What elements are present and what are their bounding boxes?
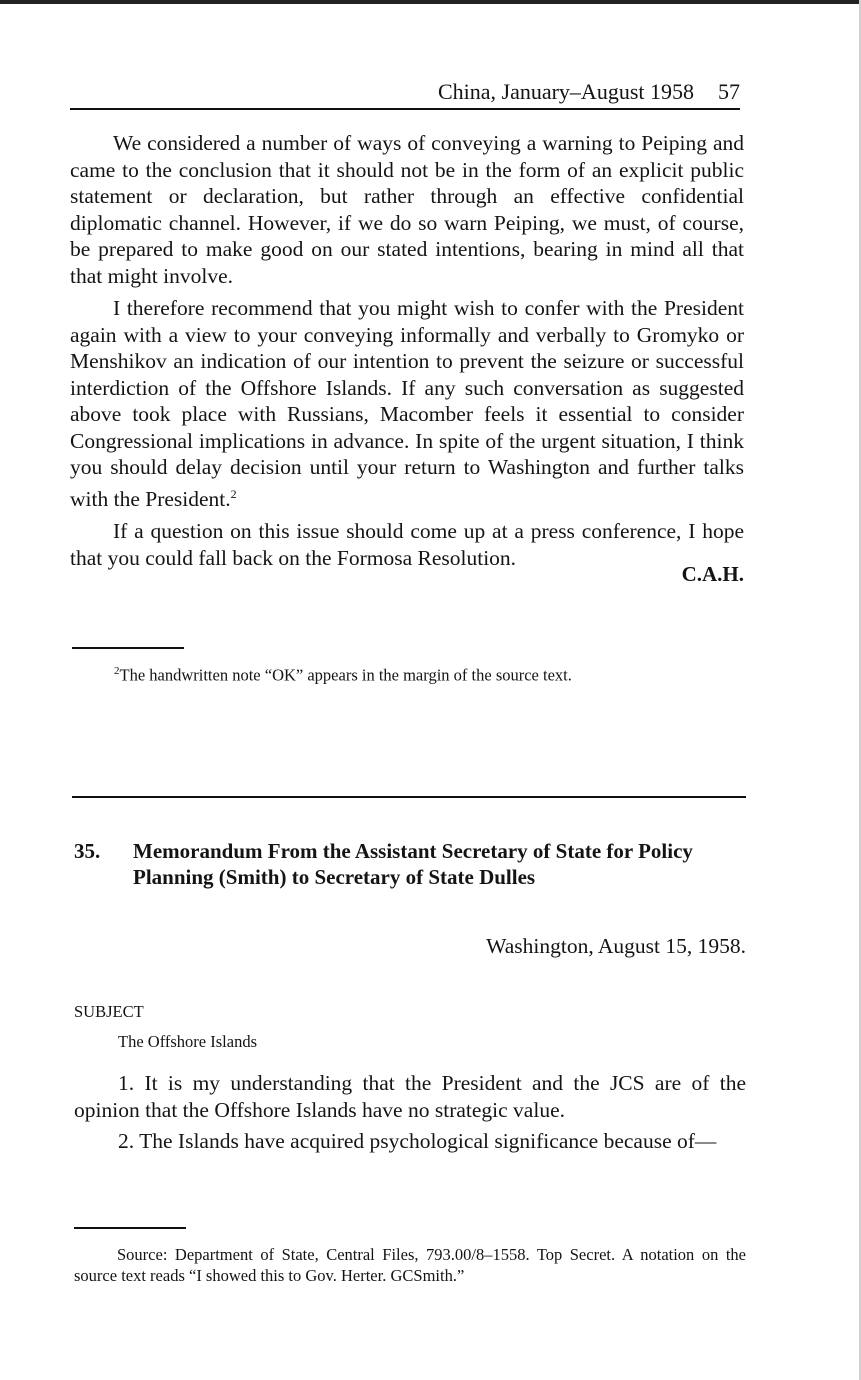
source-note: Source: Department of State, Central Files, 793.00/8–1558. Top Secret. A notation on the source text reads “I showed this to Gov. Herter. GCSmith.” <box>74 1245 746 1285</box>
document-title: Memorandum From the Assistant Secretary of State for Policy Planning (Smith) to Secretary of State Dulles <box>133 839 693 889</box>
body-paragraph-text: I therefore recommend that you might wish to confer with the President again with a view to your conveying informally and verbally to Gromyko or Menshikov an indication of our intention to prevent the seizure or successful interdiction of the Offshore Islands. If any such conversation as suggested above took place with Russians, Macomber feels it essential to consider Congressional implications in advance. In spite of the urgent situation, I think you should delay decision until your return to Washington and further talks with the President. <box>70 296 744 511</box>
footnote-reference: 2 <box>230 486 237 501</box>
page-number: 57 <box>718 79 740 104</box>
footnote <box>114 660 744 687</box>
subject-text: The Offshore Islands <box>118 1032 257 1051</box>
body-paragraph: We considered a number of ways of conveying a warning to Peiping and came to the conclusion that it should not be in the form of an explicit public statement or declaration, but rather through an effective confidential diplomatic channel. However, if we do so warn Peiping, we must, of course, be prepared to make good on our stated intentions, bearing in mind all that that might involve. <box>70 131 744 288</box>
footnote-rule <box>72 647 184 649</box>
letter-body <box>70 130 744 577</box>
subject-label: SUBJECT <box>74 1002 144 1021</box>
document-number: 35. <box>74 839 101 863</box>
dateline: Washington, August 15, 1958. <box>486 934 746 958</box>
header-rule <box>70 108 740 110</box>
body-paragraph: If a question on this issue should come up at a press conference, I hope that you could fall back on the Formosa Resolution. <box>70 519 744 570</box>
running-head-title: China, January–August 1958 <box>437 79 694 104</box>
section-divider <box>72 796 746 798</box>
memo-paragraph: 1. It is my understanding that the President and the JCS are of the opinion that the Offshore Islands have no strategic value. <box>74 1071 746 1122</box>
page-top-edge <box>0 0 861 4</box>
footnote-text: The handwritten note “OK” appears in the margin of the source text. <box>119 665 572 685</box>
footnote-marker: 2 <box>114 665 120 677</box>
body-paragraph <box>70 295 744 512</box>
memo-paragraph: 2. The Islands have acquired psychological significance because of— <box>118 1129 717 1153</box>
signature-initials: C.A.H. <box>681 562 744 586</box>
running-head <box>70 78 740 106</box>
memo-body <box>74 1070 746 1160</box>
source-note-rule <box>74 1227 186 1229</box>
